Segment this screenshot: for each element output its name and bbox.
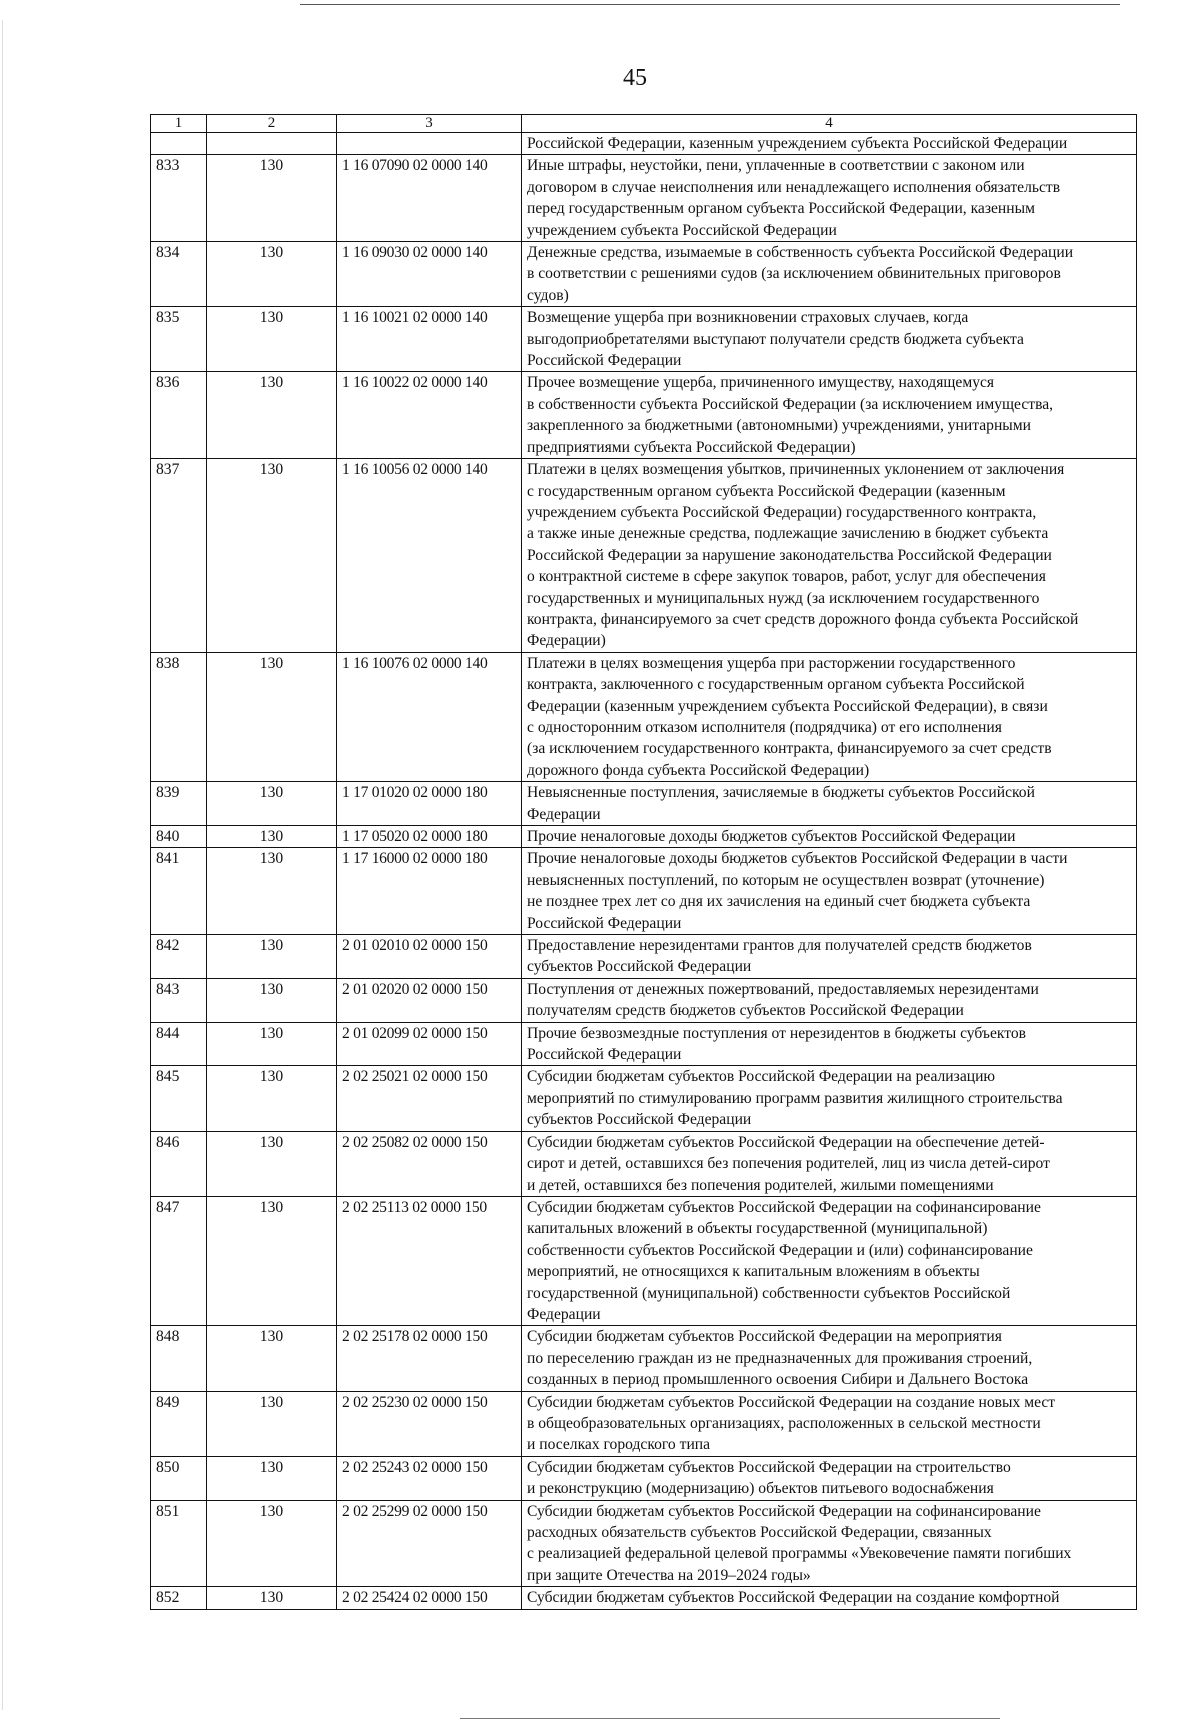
description-line: Субсидии бюджетам субъектов Российской Федерации на реализацию [527,1068,996,1086]
budget-classification-code-cell: 1 16 09030 02 0000 140 [337,242,522,307]
income-description-cell [522,372,1137,459]
budget-classification-code-cell: 1 17 01020 02 0000 180 [337,782,522,826]
budget-classification-code-cell: 1 16 10021 02 0000 140 [337,307,522,372]
description-line: Предоставление нерезидентами грантов для получателей средств бюджетов [527,937,1032,955]
description-line: Платежи в целях возмещения ущерба при расторжении государственного [527,654,1016,672]
description-line: Российской Федерации, казенным учреждением субъекта Российской Федерации [527,135,1068,152]
income-description-cell [522,935,1137,979]
table-row [151,372,1137,459]
description-line: созданных в период промышленного освоения Сибири и Дальнего Востока [527,1371,1029,1389]
row-number-cell: 843 [151,978,207,1022]
description-line: Субсидии бюджетам субъектов Российской Федерации на строительство [527,1458,1011,1476]
row-number-cell: 848 [151,1326,207,1391]
description-line: Российской Федерации [527,914,682,932]
description-line: мероприятий, не относящихся к капитальным вложениям в объекты [527,1263,980,1281]
description-line: судов) [527,286,569,304]
description-line: дорожного фонда субъекта Российской Федерации) [527,761,870,779]
description-line: закрепленного за бюджетными (автономными) учреждениями, унитарными [527,417,1031,435]
row-number-cell: 852 [151,1587,207,1609]
table-row [151,459,1137,653]
budget-classification-code-cell: 1 16 07090 02 0000 140 [337,155,522,242]
admin-code-cell: 130 [207,307,337,372]
admin-code-cell: 130 [207,848,337,935]
description-line: учреждением субъекта Российской Федерации [527,221,837,239]
description-line: Субсидии бюджетам субъектов Российской Федерации на создание комфортной [527,1589,1060,1607]
description-line: выгодоприобретателями выступают получатели средств бюджета субъекта [527,330,1024,348]
income-description-cell [522,1022,1137,1066]
budget-classification-code-cell: 2 02 25113 02 0000 150 [337,1196,522,1325]
row-number-cell: 844 [151,1022,207,1066]
budget-codes-table [150,114,1137,1610]
description-line: не позднее трех лет со дня их зачисления на единый счет бюджета субъекта [527,893,1031,911]
admin-code-cell: 130 [207,826,337,848]
description-line: Возмещение ущерба при возникновении страховых случаев, когда [527,309,969,327]
admin-code-cell [207,133,337,155]
budget-classification-code-cell: 2 02 25178 02 0000 150 [337,1326,522,1391]
description-line: и детей, оставшихся без попечения родителей, жилыми помещениями [527,1176,994,1194]
description-line: Субсидии бюджетам субъектов Российской Федерации на софинансирование [527,1198,1041,1216]
admin-code-cell: 130 [207,1456,337,1500]
description-line: Федерации [527,1305,601,1323]
description-line: Прочие неналоговые доходы бюджетов субъектов Российской Федерации [527,828,1016,845]
description-line: субъектов Российской Федерации [527,958,752,976]
row-number-cell: 833 [151,155,207,242]
admin-code-cell: 130 [207,1391,337,1456]
budget-classification-code-cell: 2 02 25299 02 0000 150 [337,1500,522,1587]
income-description-cell [522,459,1137,653]
description-line: Прочее возмещение ущерба, причиненного имуществу, находящемуся [527,374,995,392]
admin-code-cell: 130 [207,459,337,653]
admin-code-cell: 130 [207,1326,337,1391]
description-line: и поселках городского типа [527,1436,711,1454]
description-line: собственности субъектов Российской Федерации и (или) софинансирование [527,1241,1033,1259]
table-row [151,1587,1137,1609]
budget-classification-code-cell: 1 16 10056 02 0000 140 [337,459,522,653]
budget-classification-code-cell: 2 02 25424 02 0000 150 [337,1587,522,1609]
description-line: Федерации) [527,632,606,650]
description-line: мероприятий по стимулированию программ развития жилищного строительства [527,1089,1063,1107]
column-header-1: 1 [151,115,207,133]
description-line: сирот и детей, оставшихся без попечения родителей, лиц из числа детей-сирот [527,1155,1050,1173]
budget-classification-code-cell: 1 17 05020 02 0000 180 [337,826,522,848]
description-line: при защите Отечества на 2019–2024 годы» [527,1566,811,1584]
description-line: Российской Федерации [527,1046,682,1064]
budget-classification-code-cell: 1 16 10076 02 0000 140 [337,652,522,781]
left-edge-line [2,20,3,1710]
description-line: в общеобразовательных организациях, расположенных в сельской местности [527,1414,1041,1432]
income-description-cell [522,1587,1137,1609]
description-line: получателям средств бюджетов субъектов Российской Федерации [527,1002,964,1020]
table-row [151,133,1137,155]
income-description-cell [522,826,1137,848]
description-line: контракта, финансируемого за счет средств дорожного фонда субъекта Российской [527,610,1079,628]
top-border-line [300,4,1120,5]
description-line: Субсидии бюджетам субъектов Российской Федерации на софинансирование [527,1502,1041,1520]
description-line: Российской Федерации [527,352,682,370]
table-row [151,935,1137,979]
table-row [151,978,1137,1022]
table-row [151,1500,1137,1587]
table-row [151,1066,1137,1131]
row-number-cell: 849 [151,1391,207,1456]
row-number-cell: 837 [151,459,207,653]
admin-code-cell: 130 [207,372,337,459]
income-description-cell [522,652,1137,781]
table-body [151,115,1137,1610]
admin-code-cell: 130 [207,1196,337,1325]
table-row [151,1131,1137,1196]
description-line: Прочие безвозмездные поступления от нерезидентов в бюджеты субъектов [527,1024,1027,1042]
description-line: договором в случае неисполнения или ненадлежащего исполнения обязательств [527,178,1061,196]
description-line: Российской Федерации за нарушение законодательства Российской Федерации [527,546,1052,564]
admin-code-cell: 130 [207,652,337,781]
budget-classification-code-cell: 2 01 02020 02 0000 150 [337,978,522,1022]
description-line: в собственности субъекта Российской Федерации (за исключением имущества, [527,395,1054,413]
budget-classification-code-cell: 2 02 25082 02 0000 150 [337,1131,522,1196]
admin-code-cell: 130 [207,935,337,979]
description-line: перед государственным органом субъекта Российской Федерации, казенным [527,200,1035,218]
description-line: Федерации (казенным учреждением субъекта Российской Федерации), в связи [527,697,1048,715]
description-line: капитальных вложений в объекты государственной (муниципальной) [527,1220,988,1238]
description-line: государственных и муниципальных нужд (за исключением государственного [527,589,1040,607]
income-description-cell [522,782,1137,826]
table-row [151,826,1137,848]
income-description-cell [522,1066,1137,1131]
description-line: в соответствии с решениями судов (за исключением обвинительных приговоров [527,265,1061,283]
table-row [151,782,1137,826]
description-line: Федерации [527,805,601,823]
income-description-cell [522,1196,1137,1325]
table-row [151,848,1137,935]
description-line: Невыясненные поступления, зачисляемые в бюджеты субъектов Российской [527,784,1035,802]
budget-classification-code-cell: 2 01 02099 02 0000 150 [337,1022,522,1066]
income-description-cell [522,155,1137,242]
description-line: Субсидии бюджетам субъектов Российской Федерации на мероприятия [527,1328,1002,1346]
page-number: 45 [623,65,647,91]
description-line: невыясненных поступлений, по которым не осуществлен возврат (уточнение) [527,871,1045,889]
admin-code-cell: 130 [207,1500,337,1587]
admin-code-cell: 130 [207,782,337,826]
income-description-cell [522,1456,1137,1500]
description-line: с государственным органом субъекта Российской Федерации (казенным [527,482,1006,500]
admin-code-cell: 130 [207,1587,337,1609]
description-line: Иные штрафы, неустойки, пени, уплаченные в соответствии с законом или [527,157,1025,175]
admin-code-cell: 130 [207,242,337,307]
row-number-cell: 835 [151,307,207,372]
table-header-row [151,115,1137,133]
row-number-cell: 836 [151,372,207,459]
budget-classification-code-cell: 2 01 02010 02 0000 150 [337,935,522,979]
table-row [151,307,1137,372]
table-row [151,1391,1137,1456]
income-description-cell [522,242,1137,307]
table-row [151,242,1137,307]
row-number-cell: 841 [151,848,207,935]
admin-code-cell: 130 [207,1066,337,1131]
row-number-cell [151,133,207,155]
income-description-cell [522,1500,1137,1587]
description-line: Платежи в целях возмещения убытков, причиненных уклонением от заключения [527,461,1065,479]
description-line: Субсидии бюджетам субъектов Российской Федерации на создание новых мест [527,1393,1056,1411]
description-line: субъектов Российской Федерации [527,1111,752,1129]
table-row [151,1196,1137,1325]
budget-classification-code-cell: 2 02 25021 02 0000 150 [337,1066,522,1131]
admin-code-cell: 130 [207,155,337,242]
description-line: о контрактной системе в сфере закупок товаров, работ, услуг для обеспечения [527,568,1046,586]
description-line: предприятиями субъекта Российской Федерации) [527,438,856,456]
bottom-border-line [460,1718,1000,1719]
description-line: (за исключением государственного контракта, финансируемого за счет средств [527,740,1052,758]
income-description-cell [522,1326,1137,1391]
description-line: расходных обязательств субъектов Российской Федерации, связанных [527,1524,992,1541]
budget-classification-code-cell: 2 02 25243 02 0000 150 [337,1456,522,1500]
row-number-cell: 847 [151,1196,207,1325]
row-number-cell: 846 [151,1131,207,1196]
row-number-cell: 845 [151,1066,207,1131]
table-row [151,652,1137,781]
description-line: Субсидии бюджетам субъектов Российской Федерации на обеспечение детей- [527,1133,1045,1151]
admin-code-cell: 130 [207,978,337,1022]
description-line: с реализацией федеральной целевой программы «Увековечение памяти погибших [527,1545,1072,1563]
row-number-cell: 834 [151,242,207,307]
admin-code-cell: 130 [207,1131,337,1196]
row-number-cell: 839 [151,782,207,826]
table-row [151,1456,1137,1500]
income-description-cell [522,848,1137,935]
row-number-cell: 842 [151,935,207,979]
income-description-cell [522,307,1137,372]
income-description-cell [522,133,1137,155]
column-header-2: 2 [207,115,337,133]
table-row [151,1022,1137,1066]
description-line: а также иные денежные средства, подлежащие зачислению в бюджет субъекта [527,525,1049,543]
budget-classification-code-cell: 1 17 16000 02 0000 180 [337,848,522,935]
admin-code-cell: 130 [207,1022,337,1066]
description-line: Поступления от денежных пожертвований, предоставляемых нерезидентами [527,980,1039,998]
description-line: по переселению граждан из не предназначенных для проживания строений, [527,1349,1033,1367]
row-number-cell: 838 [151,652,207,781]
row-number-cell: 840 [151,826,207,848]
income-description-cell [522,1391,1137,1456]
description-line: контракта, заключенного с государственным органом субъекта Российской [527,676,1025,694]
description-line: и реконструкцию (модернизацию) объектов питьевого водоснабжения [527,1480,994,1498]
row-number-cell: 850 [151,1456,207,1500]
row-number-cell: 851 [151,1500,207,1587]
description-line: Прочие неналоговые доходы бюджетов субъектов Российской Федерации в части [527,850,1068,868]
budget-classification-code-cell: 2 02 25230 02 0000 150 [337,1391,522,1456]
budget-classification-code-cell [337,133,522,155]
description-line: учреждением субъекта Российской Федерации) государственного контракта, [527,503,1037,521]
column-header-3: 3 [337,115,522,133]
description-line: с односторонним отказом исполнителя (подрядчика) от его исполнения [527,718,1002,736]
description-line: Денежные средства, изымаемые в собственность субъекта Российской Федерации [527,244,1074,262]
table-row [151,155,1137,242]
description-line: государственной (муниципальной) собственности субъектов Российской [527,1284,1011,1302]
column-header-4: 4 [522,115,1137,133]
budget-classification-code-cell: 1 16 10022 02 0000 140 [337,372,522,459]
table-row [151,1326,1137,1391]
income-description-cell [522,978,1137,1022]
income-description-cell [522,1131,1137,1196]
